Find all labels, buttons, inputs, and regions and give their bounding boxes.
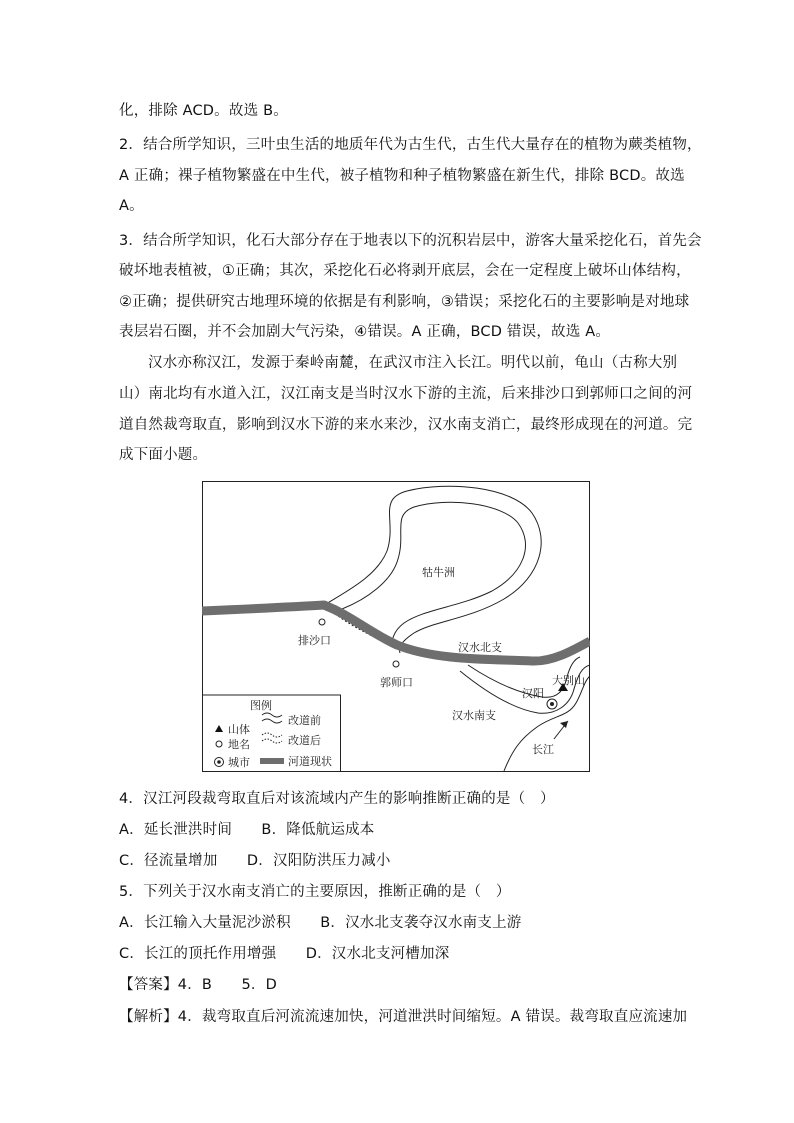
- passage-line: 山）南北均有水道入江，汉江南支是当时汉水下游的主流，后来排沙口到郭师口之间的河: [119, 386, 693, 402]
- legend-before: 改道前: [288, 714, 321, 727]
- hanyang-city-marker-inner: [550, 702, 554, 706]
- text-line: ②正确；提供研究古地理环境的依据是有利影响，③错误；采挖化石的主要影响是对地球: [119, 294, 690, 310]
- legend-title: 图例: [250, 699, 272, 712]
- guoshikou-marker: [393, 661, 399, 667]
- legend-mountain: 山体: [228, 723, 250, 736]
- text-line: A。: [119, 198, 144, 214]
- legend-city-dot: [217, 760, 221, 764]
- question-5: 5．下列关于汉水南支消亡的主要原因，推断正确的是（ ）: [119, 884, 511, 900]
- legend-city: 城市: [228, 756, 250, 769]
- legend-place: 地名: [228, 738, 250, 751]
- question-4: 4．汉江河段裁弯取直后对该流域内产生的影响推断正确的是（ ）: [119, 791, 555, 807]
- label-gunuzhou: 牯牛洲: [422, 566, 455, 579]
- q5-options-ab: A．长江输入大量泥沙淤积 B．汉水北支袭夺汉水南支上游: [119, 915, 522, 931]
- label-nanzhi: 汉水南支: [452, 709, 496, 722]
- q4-options-ab: A．延长泄洪时间 B．降低航运成本: [119, 822, 375, 838]
- label-paishakou: 排沙口: [298, 634, 331, 647]
- text-line: 破坏地表植被，①正确；其次，采挖化石必将剥开底层，会在一定程度上破坏山体结构，: [119, 263, 691, 279]
- legend-after: 改道后: [288, 734, 321, 747]
- text-line: 3．结合所学知识，化石大部分存在于地表以下的沉积岩层中，游客大量采挖化石，首先会: [119, 233, 702, 249]
- label-changjiang: 长江: [532, 743, 554, 756]
- label-hanyang: 汉阳: [522, 687, 544, 700]
- q4-options-cd: C．径流量增加 D．汉阳防洪压力减小: [119, 853, 391, 869]
- label-guoshikou: 郭师口: [380, 676, 413, 689]
- paishakou-marker: [319, 619, 325, 625]
- label-dabieshan: 大别山: [552, 674, 585, 687]
- text-line: 化，排除 ACD。故选 B。: [119, 103, 288, 119]
- answer-line: 【答案】4．B 5．D: [119, 977, 277, 993]
- legend-place-symbol: [216, 741, 222, 747]
- legend-current: 河道现状: [288, 755, 332, 768]
- q5-options-cd: C．长江的顶托作用增强 D．汉水北支河槽加深: [119, 946, 450, 962]
- text-line: 2．结合所学知识，三叶虫生活的地质年代为古生代，古生代大量存在的植物为蕨类植物，: [119, 137, 702, 153]
- text-line: A 正确；裸子植物繁盛在中生代，被子植物和种子植物繁盛在新生代，排除 BCD。故选: [119, 168, 685, 184]
- analysis-line: 【解析】4．裁弯取直后河流流速加快，河道泄洪时间缩短。A 错误。裁弯取直应流速加: [119, 1009, 688, 1025]
- text-line: 表层岩石圈，并不会加剧大气污染，④错误。A 正确，BCD 错误，故选 A。: [119, 324, 611, 340]
- river-map-figure: [202, 481, 590, 772]
- passage-line: 成下面小题。: [119, 447, 208, 463]
- label-beizhi: 汉水北支: [458, 641, 502, 654]
- passage-line: 道自然裁弯取直，影响到汉水下游的来水来沙，汉水南支消亡，最终形成现在的河道。完: [119, 417, 693, 433]
- passage-line: 汉水亦称汉江，发源于秦岭南麓，在武汉市注入长江。明代以前，龟山（古称大别: [148, 355, 678, 371]
